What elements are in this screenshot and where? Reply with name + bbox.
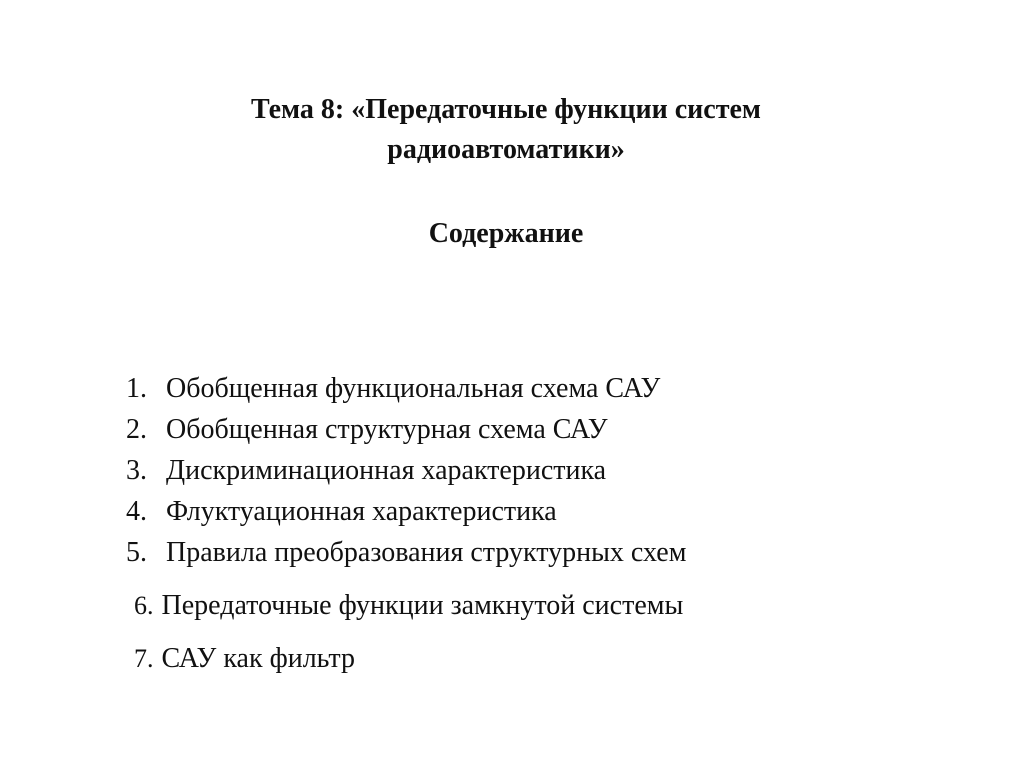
list-item-number: 7. bbox=[134, 644, 154, 673]
list-item-number: 5. bbox=[126, 537, 147, 568]
contents-list bbox=[126, 368, 906, 679]
list-item-number: 2. bbox=[126, 414, 147, 445]
slide-title bbox=[100, 90, 912, 170]
list-item-text: Обобщенная структурная схема САУ bbox=[166, 414, 608, 445]
list-item-number: 1. bbox=[126, 373, 147, 404]
list-item-number: 6. bbox=[134, 591, 154, 620]
list-item-text: САУ как фильтр bbox=[161, 643, 355, 674]
list-item-text: Флуктуационная характеристика bbox=[166, 496, 557, 527]
list-item-text: Передаточные функции замкнутой системы bbox=[161, 590, 684, 621]
list-item-number: 4. bbox=[126, 496, 147, 527]
list-item bbox=[126, 450, 906, 491]
list-item bbox=[126, 532, 906, 573]
list-item bbox=[126, 491, 906, 532]
list-item-text: Обобщенная функциональная схема САУ bbox=[166, 373, 661, 404]
list-item-number: 3. bbox=[126, 455, 147, 486]
list-item bbox=[126, 409, 906, 450]
list-item bbox=[126, 585, 906, 626]
list-item-text: Правила преобразования структурных схем bbox=[166, 537, 687, 568]
list-item-text: Дискриминационная характеристика bbox=[166, 455, 607, 486]
contents-heading: Содержание bbox=[428, 218, 584, 249]
list-item bbox=[126, 638, 906, 679]
slide-title-line-1: Тема 8: «Передаточные функции систем bbox=[251, 94, 761, 125]
list-item bbox=[126, 368, 906, 409]
slide-title-line-2: радиоавтоматики» bbox=[387, 134, 625, 165]
